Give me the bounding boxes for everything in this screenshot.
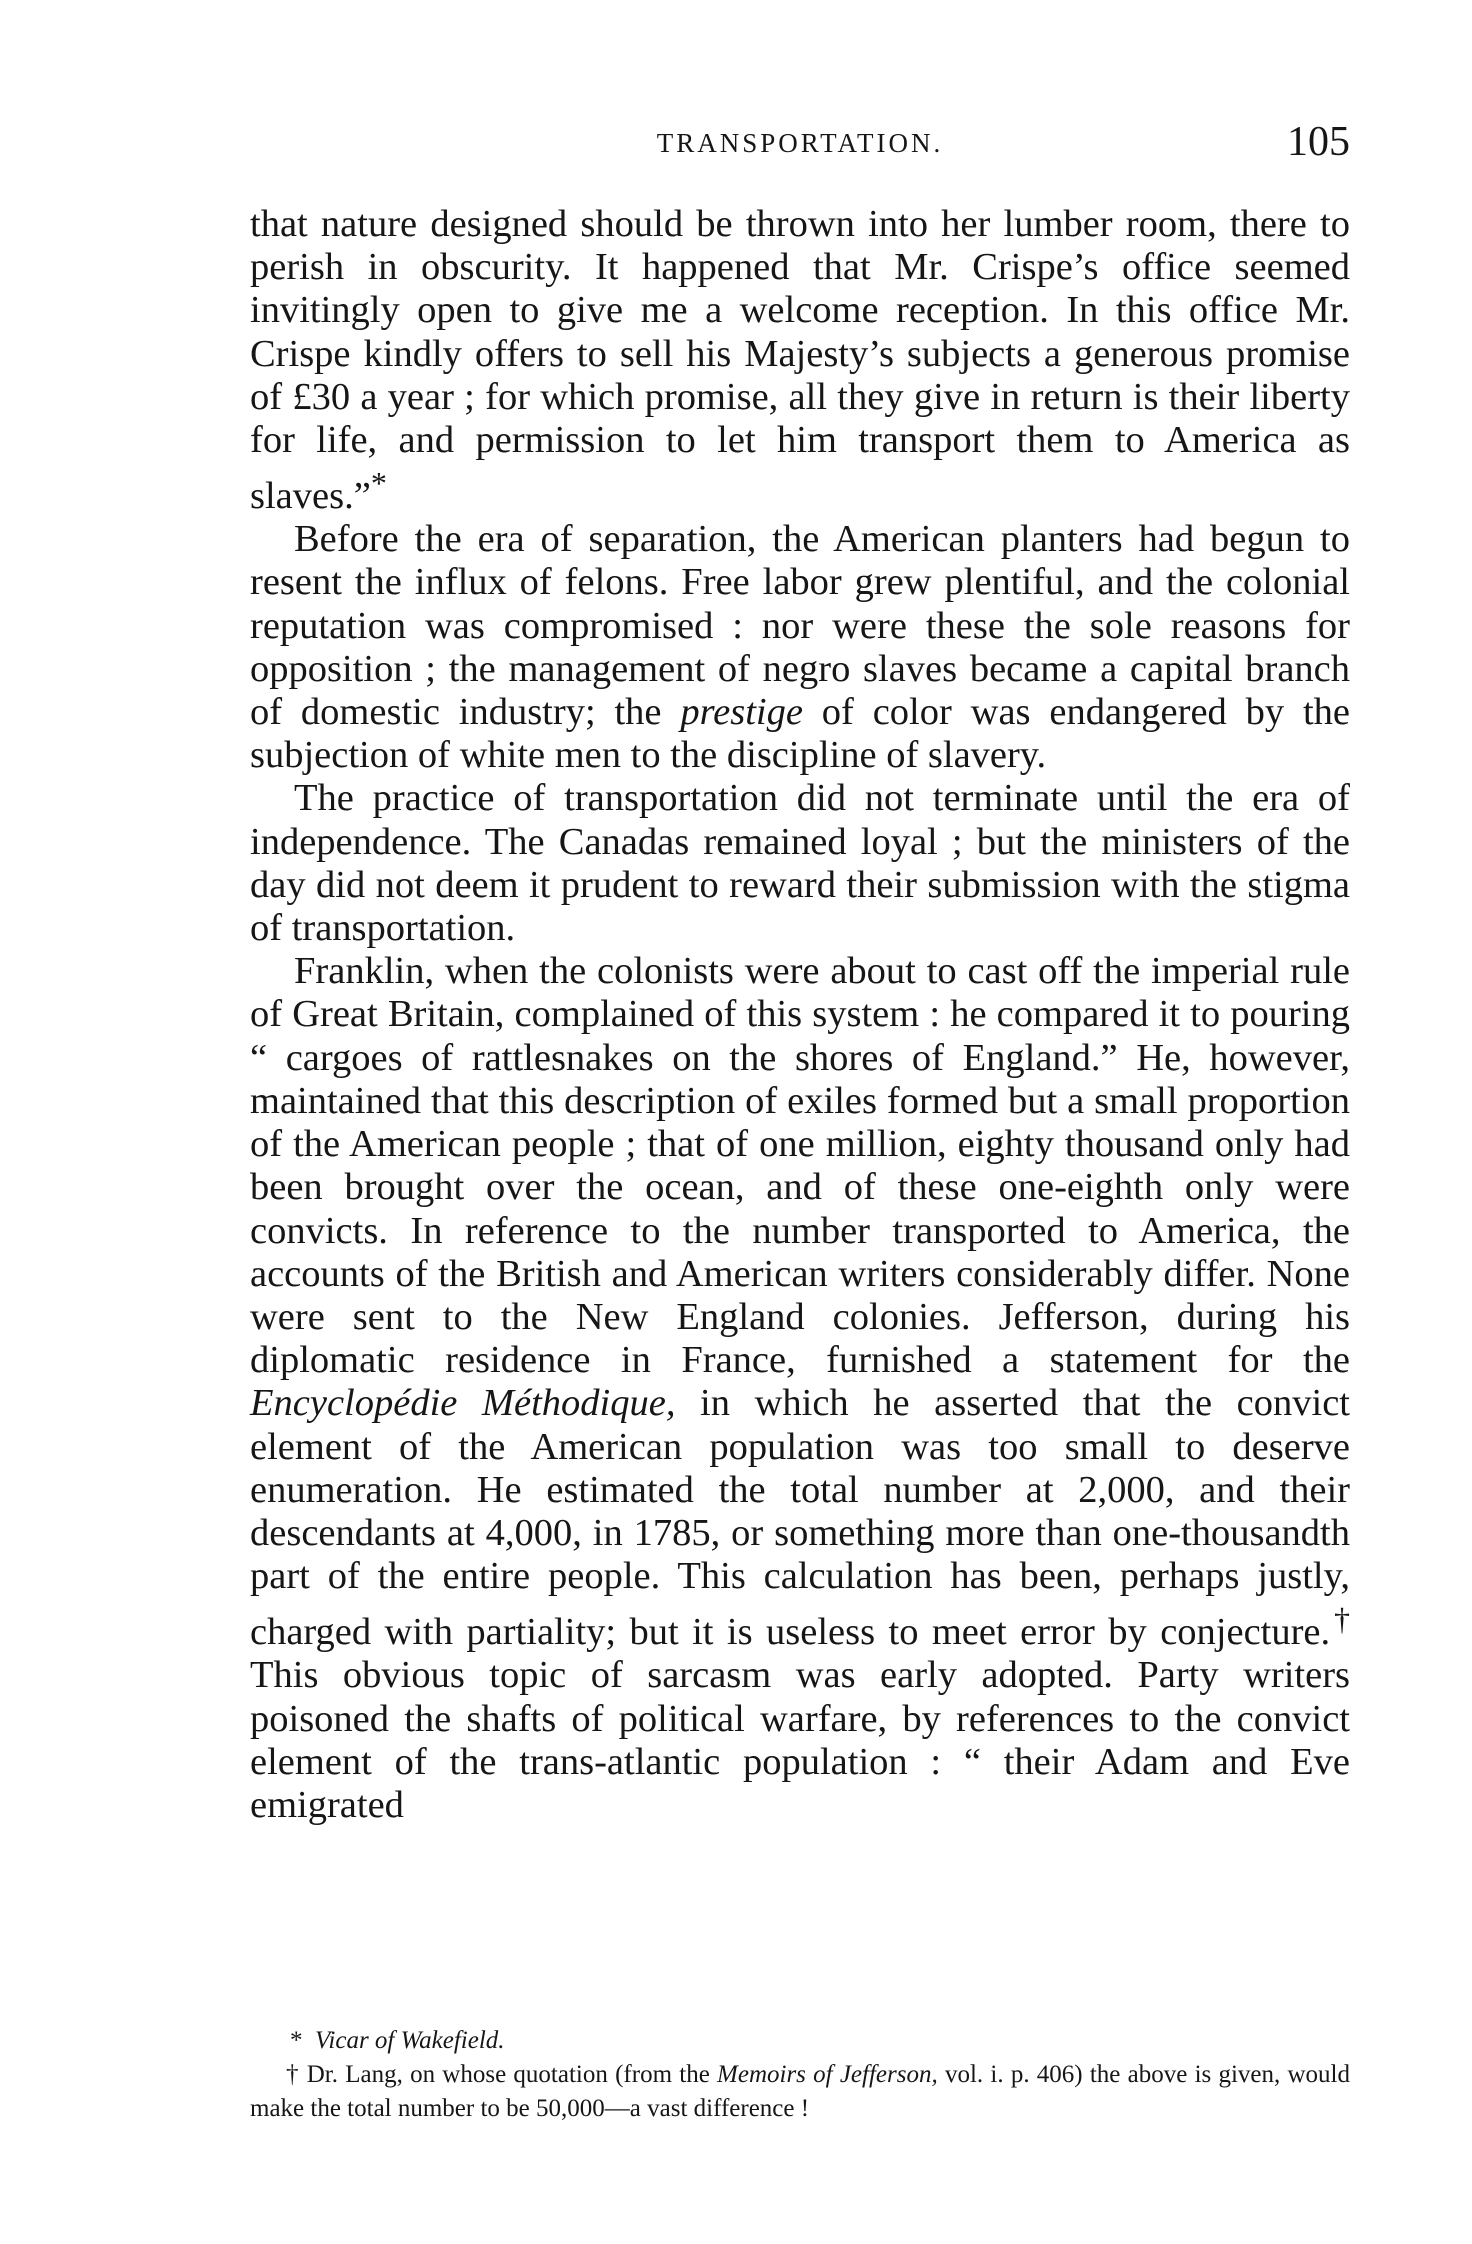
paragraph-franklin (250, 950, 1350, 1827)
paragraph-separation (250, 518, 1350, 777)
running-title: TRANSPORTATION. (656, 128, 944, 158)
body-text (250, 203, 1350, 1827)
footnote-ref-dagger: † (1330, 1601, 1350, 1638)
footnote-text: Vicar of Wakefield. (315, 2027, 505, 2054)
footnote-mark: † (286, 2061, 300, 2088)
footnote-1 (250, 2024, 1350, 2058)
footnote-text: Dr. Lang, on whose quotation (from the (299, 2061, 718, 2088)
book-page (250, 0, 1350, 2244)
footnote-text: vol. i. p. 406) the above is given, would make the total number to be 50,000—a vast difference ! (250, 2061, 1351, 2122)
footnotes (250, 2024, 1350, 2126)
italic-term-prestige: prestige (680, 691, 803, 734)
paragraph-continuation (250, 203, 1350, 518)
paragraph-text: Franklin, when the colonists were about to cast off the imperial rule of Great Britain, complained of this system : he compared it to pouring “ cargoes of rattlesnakes on the shores of England.” He, however, maintained that this description of exiles formed but a small proportion of the American people ; that of one million, eighty thousand only had been brought over the ocean, and of these one-eighth only were convicts. In reference to the number transported to America, the accounts of the British and American writers considerably differ. None were sent to the New England colonies. Jefferson, during his diplomatic residence in France, furnished a statement for the (250, 950, 1350, 1382)
footnote-mark: * (290, 2027, 303, 2054)
paragraph-text: that nature designed should be thrown into her lumber room, there to perish in obscurity. It happened that Mr. Crispe’s office seemed invitingly open to give me a welcome reception. In this office Mr. Crispe kindly offers to sell his Majesty’s subjects a generous promise of £30 a year ; for which promise, all they give in return is their liberty for life, and permission to let him transport them to America as slaves.” (250, 203, 1350, 518)
paragraph-text: of color was endangered by the subjection of white men to the discipline of slavery. (250, 691, 1351, 777)
paragraph-text: The practice of transportation did not terminate until the era of independence. The Canadas remained loyal ; but the ministers of the day did not deem it prudent to reward their submission with the stigma of transportation. (250, 777, 1350, 950)
paragraph-text: in which he asserted that the convict element of the American population was too small to deserve enumeration. He estimated the total number at 2,000, and their descendants at 4,000, in 1785, or something more than one-thousandth part of the entire people. This calculation has been, perhaps justly, charged with partiality; but it is useless to meet error by conjecture. (250, 1382, 1350, 1654)
paragraph-text: Before the era of separation, the American planters had begun to resent the influx of felons. Free labor grew plentiful, and the colonial reputation was compromised : nor were these the sole reasons for opposition ; the management of negro slaves became a capital branch of domestic industry; the (250, 518, 1350, 734)
italic-title-memoirs: Memoirs of Jefferson, (717, 2061, 938, 2088)
paragraph-independence (250, 777, 1350, 950)
footnote-ref-asterisk: * (370, 465, 387, 502)
footnote-2 (250, 2058, 1350, 2126)
running-head (250, 118, 1350, 174)
paragraph-text: This obvious topic of sarcasm was early adopted. Party writers poisoned the shafts of political warfare, by references to the convict element of the trans-atlantic population : “ their Adam and Eve emigrated (250, 1654, 1350, 1826)
page-number: 105 (1287, 119, 1350, 165)
italic-title-encyclopedie: Encyclopédie Méthodique, (250, 1382, 676, 1425)
